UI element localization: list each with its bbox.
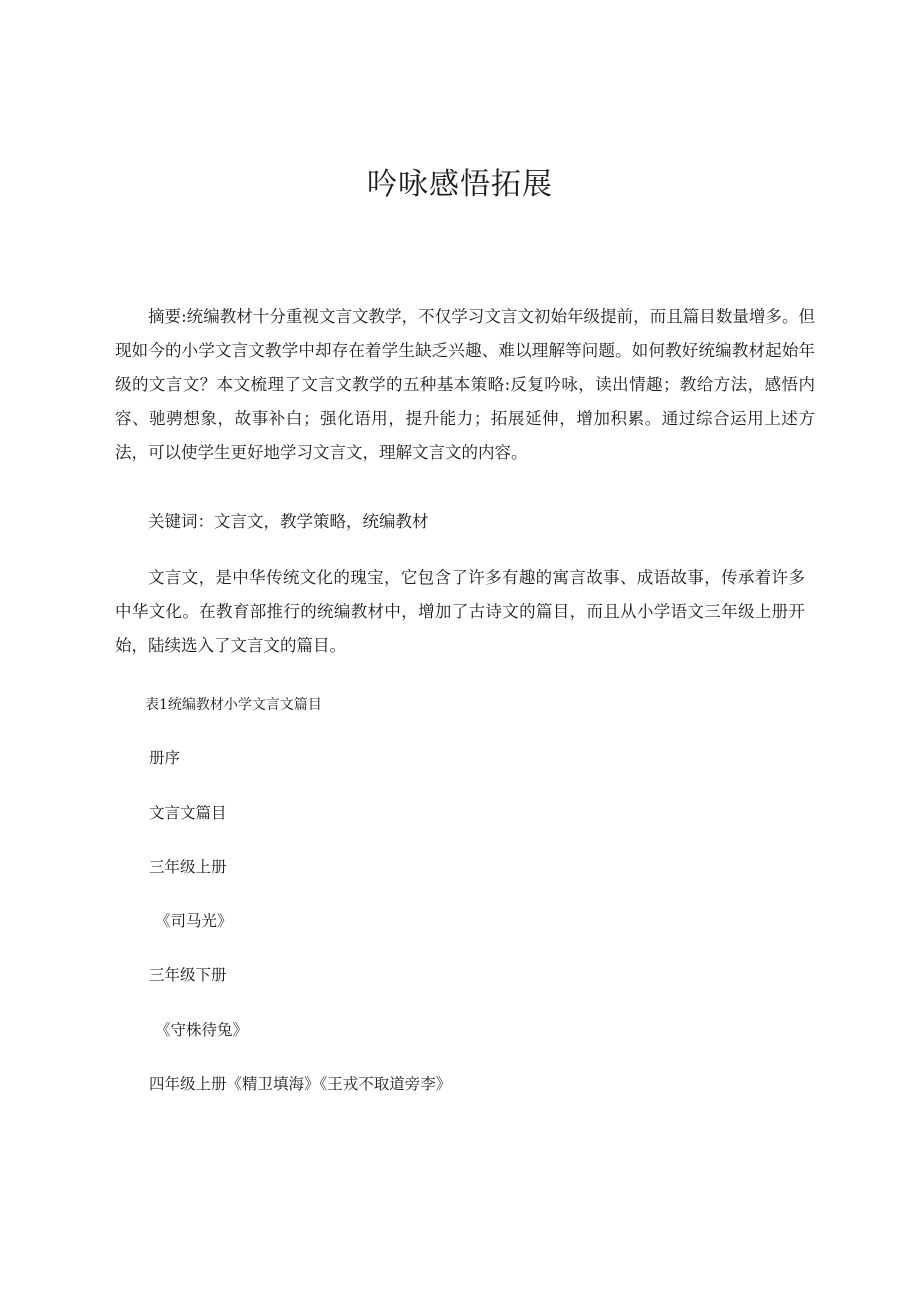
table-row: 册序 — [149, 749, 181, 767]
keywords-line: 关键词：文言文，教学策略，统编教材 — [148, 512, 429, 531]
document-title: 吟咏感悟拓展 — [367, 167, 553, 202]
table-row: 《司马光》 — [155, 912, 233, 930]
table-row: 《守株待兔》 — [155, 1021, 249, 1039]
table-row: 四年级上册《精卫填海》《王戎不取道旁李》 — [149, 1075, 452, 1093]
abstract-paragraph: 摘要:统编教材十分重视文言文教学，不仅学习文言文初始年级提前，而且篇目数量增多。但现如今的小学文言文教学中却存在着学生缺乏兴趣、难以理解等问题。如何教好统编教材起始年级的文言文？本文梳理了文言文教学的五种基本策略:反复吟咏，读出情趣；教给方法，感悟内容、驰骋想象，故事补白；强化语用，提升能力；拓展延伸，增加积累。通过综合运用上述方法，可以使学生更好地学习文言文，理解文言文的内容。 — [115, 307, 815, 462]
table-row: 文言文篇目 — [149, 804, 227, 822]
table-row: 三年级下册 — [149, 966, 227, 984]
intro-paragraph: 文言文，是中华传统文化的瑰宝，它包含了许多有趣的寓言故事、成语故事，传承着许多中华文化。在教育部推行的统编教材中，增加了古诗文的篇目，而且从小学语文三年级上册开始，陆续选入了文言文的篇目。 — [115, 568, 805, 655]
table-caption: 表1统编教材小学文言文篇目 — [145, 697, 322, 713]
table-row: 三年级上册 — [149, 858, 227, 876]
